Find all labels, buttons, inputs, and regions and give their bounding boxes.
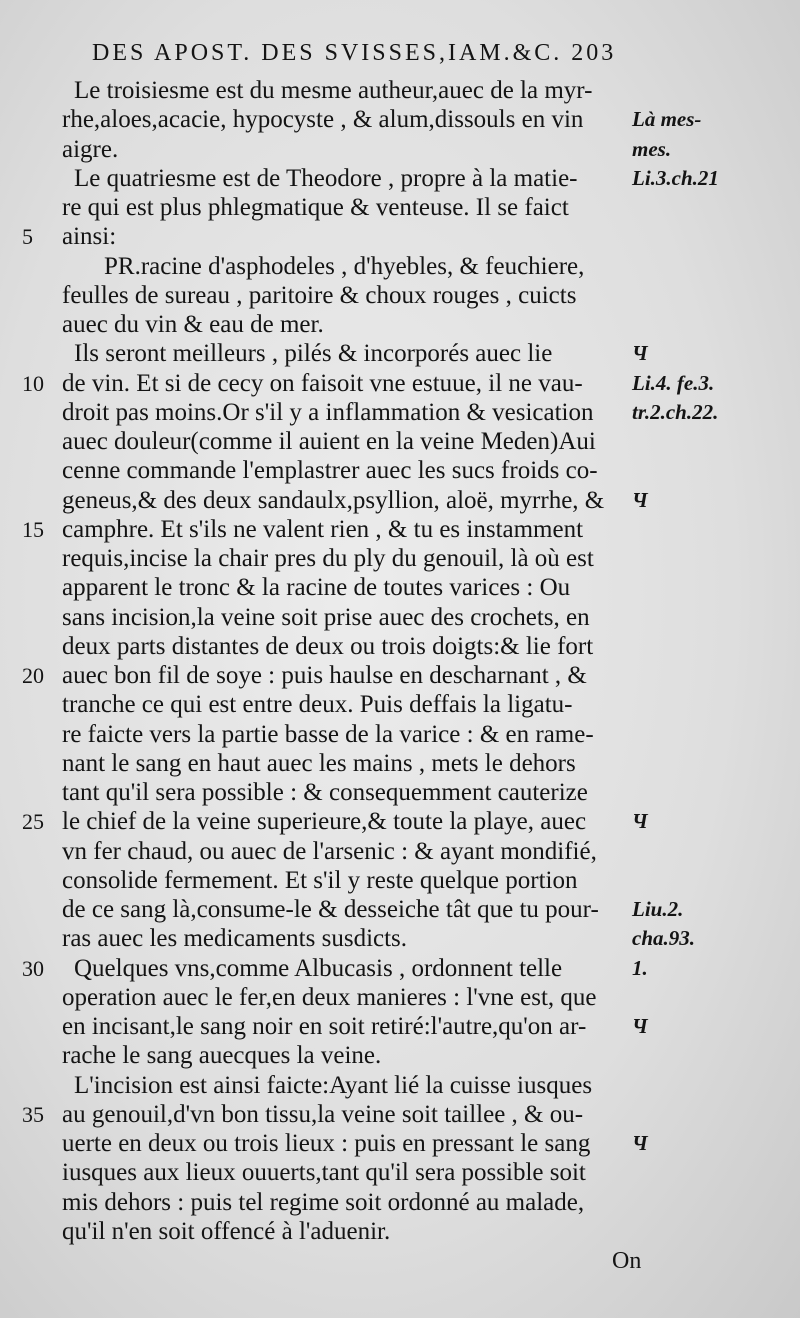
text-line: Le troisiesme est du mesme autheur,auec de la myr- [74,77,593,104]
text-line: re faicte vers la partie basse de la varice : & en rame- [62,720,594,748]
line-number: 5 [22,224,33,250]
text-line: geneus,& des deux sandaulx,psyllion, aloë, myrrhe, & [62,486,605,514]
text-line: re qui est plus phlegmatique & venteuse. Il se faict [62,194,569,221]
margin-note: Là mes- [632,107,702,132]
text-line: de ce sang là,consume-le & desseiche tât que tu pour- [62,896,599,923]
text-line: iusques aux lieux ouuerts,tant qu'il sera possible soit [62,1159,586,1187]
text-line: au genouil,d'vn bon tissu,la veine soit taillee , & ou- [62,1100,584,1128]
text-line: auec douleur(comme il auient en la veine Meden)Aui [62,428,596,455]
text-line: auec bon fil de soye : puis haulse en descharnant , & [62,662,587,689]
text-line: feulles de sureau , paritoire & choux rouges , cuicts [62,281,577,309]
text-line: camphre. Et s'ils ne valent rien , & tu es instamment [62,515,584,543]
text-line: sans incision,la veine soit prise auec des crochets, en [62,603,590,631]
text-line: mis dehors : puis tel regime soit ordonné au malade, [62,1188,585,1216]
text-line: PR.racine d'asphodeles , d'hyebles, & feuchiere, [104,252,585,280]
text-line: tranche ce qui est entre deux. Puis deffais la ligatu- [62,691,573,719]
line-number: 15 [22,516,44,542]
text-line: auec du vin & eau de mer. [62,311,324,338]
text-line: consolide fermement. Et s'il y reste quelque portion [62,866,578,894]
text-line: en incisant,le sang noir en soit retiré:l'autre,qu'on ar- [62,1013,587,1040]
text-line: ainsi: [62,223,117,251]
text-line: uerte en deux ou trois lieux : puis en pressant le sang [62,1130,591,1157]
line-number: 35 [22,1101,44,1127]
margin-note: tr.2.ch.22. [632,399,719,424]
main-text-block [62,76,632,1246]
margin-note: Liu.2. [632,897,684,921]
text-line: le chief de la veine superieure,& toute la playe, auec [62,808,587,836]
margin-note: 1. [632,955,648,980]
margin-note: mes. [632,136,672,161]
text-line: nant le sang en haut auec les mains , mets le dehors [62,749,576,777]
margin-note: Ч [632,341,648,366]
text-line: Quelques vns,comme Albucasis , ordonnent telle [74,954,563,982]
line-number: 20 [22,663,44,688]
margin-note: Ч [632,809,648,834]
text-line: Ils seront meilleurs , pilés & incorporés auec lie [74,340,553,368]
line-number: 30 [22,955,44,981]
margin-note: Ч [632,1014,648,1038]
text-line: ras auec les medicaments susdicts. [62,925,408,953]
text-line: Le quatriesme est de Theodore , propre à la matie- [74,164,578,192]
text-line: qu'il n'en soit offencé à l'aduenir. [62,1217,391,1245]
running-header: DES APOST. DES SVISSES,IAM.&C. 203 [92,40,617,66]
margin-note: Ч [632,487,648,512]
margin-note: Ч [632,1131,648,1155]
margin-note: cha.93. [632,926,695,951]
text-line: tant qu'il sera possible : & consequemment cauterize [62,779,588,806]
text-line: de vin. Et si de cecy on faisoit vne estuue, il ne vau- [62,369,583,397]
text-line: apparent le tronc & la racine de toutes varices : Ou [62,574,571,602]
line-number: 10 [22,370,44,396]
text-line: rhe,aloes,acacie, hypocyste , & alum,dissouls en vin [62,106,584,134]
text-line: aigre. [62,135,119,163]
text-line: cenne commande l'emplastrer auec les sucs froids co- [62,457,598,485]
text-line: rache le sang auecques la veine. [62,1042,382,1070]
line-number: 25 [22,809,44,835]
text-line: deux parts distantes de deux ou trois doigts:& lie fort [62,632,594,660]
margin-note: Li.4. fe.3. [632,370,715,395]
text-line: operation auec le fer,en deux manieres : l'vne est, que [62,983,597,1011]
catchword: On [612,1248,642,1274]
text-line: L'incision est ainsi faicte:Ayant lié la cuisse iusques [74,1071,593,1099]
text-line: droit pas moins.Or s'il y a inflammation & vesication [62,398,594,426]
margin-note: Li.3.ch.21 [632,165,719,190]
text-line: requis,incise la chair pres du ply du genouil, là où est [62,545,594,572]
text-line: vn fer chaud, ou auec de l'arsenic : & ayant mondifié, [62,837,597,865]
